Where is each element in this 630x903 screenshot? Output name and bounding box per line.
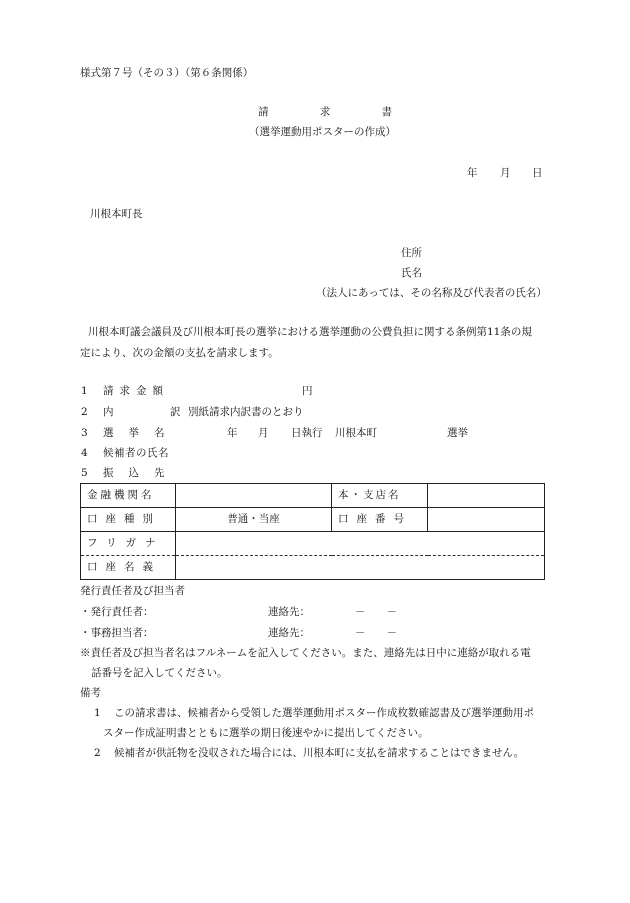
title-char-2: 求: [319, 106, 331, 118]
item-3-town: 川根本町: [335, 427, 377, 439]
responsible-contact-label: 連絡先：: [268, 606, 310, 618]
item-4-num: 4: [81, 447, 88, 459]
item-3-date-suffix: 日執行: [291, 427, 323, 439]
account-type-label: 口座種別: [81, 508, 176, 532]
date-year: 年: [467, 167, 478, 179]
account-name-label: 口座名義: [81, 556, 176, 580]
account-number-field[interactable]: [428, 508, 545, 532]
furigana-field[interactable]: [176, 532, 545, 556]
item-1-label: [103, 386, 167, 397]
remarks-heading: 備考: [80, 687, 101, 699]
remark-1-num: 1: [94, 707, 101, 719]
remark-2-line-1: 候補者が供託物を没収された場合には、川根本町に支払を請求することはできません。: [114, 747, 525, 759]
corp-note: （法人にあっては、その名称及び代表者の氏名）: [316, 287, 547, 299]
item-3-year: 年: [227, 427, 238, 439]
note-line-1: ※責任者及び担当者名はフルネームを記入してください。また、連絡先は日中に連絡が取れる電: [80, 647, 531, 659]
bank-row-3: [81, 532, 545, 556]
bank-table: [80, 483, 545, 580]
body-line-1: 川根本町議会議員及び川根本町長の選挙における選挙運動の公費負担に関する条例第11条の規: [88, 326, 532, 338]
body-line-2: 定により、次の金額の支払を請求します。: [80, 347, 279, 359]
item-3-month: 月: [258, 427, 269, 439]
bank-name-label: 金融機関名: [81, 484, 176, 508]
item-1-num: 1: [81, 385, 88, 397]
item-4-label: 候補者の氏名: [103, 447, 169, 459]
item-2-value: 別紙請求内訳書のとおり: [188, 406, 304, 418]
issuer-heading: 発行責任者及び担当者: [80, 585, 185, 597]
remark-1-line-1: この請求書は、候補者から受領した選挙運動用ポスター作成枚数確認書及び選挙運動用ポ: [114, 707, 534, 719]
item-3-label: 選挙名: [103, 427, 180, 439]
account-type-value[interactable]: 普通・当座: [176, 508, 332, 532]
bank-row-4: [81, 556, 545, 580]
staff-contact-dashes: － －: [355, 627, 397, 639]
bank-row-2: [81, 508, 545, 532]
bank-row-1: [81, 484, 545, 508]
furigana-label: フリガナ: [81, 532, 176, 556]
item-2-label-b: 訳: [170, 406, 181, 418]
item-1-label-text: 請求金額: [103, 385, 169, 397]
addressee: 川根本町長: [90, 208, 143, 220]
form-id: 様式第７号（その３）（第６条関係）: [80, 67, 254, 79]
staff-label: ・事務担当者：: [80, 627, 154, 639]
title-char-3: 書: [381, 106, 392, 118]
address-label: 住所: [401, 247, 422, 259]
name-label: 氏名: [401, 267, 422, 279]
bank-name-field[interactable]: [176, 484, 332, 508]
item-5-label: 振込先: [103, 467, 180, 479]
responsible-contact-dashes: － －: [355, 606, 397, 618]
account-name-field[interactable]: [176, 556, 545, 580]
note-line-2: 話番号を記入してください。: [91, 667, 228, 679]
item-5-num: 5: [81, 467, 88, 479]
branch-field[interactable]: [428, 484, 545, 508]
page-title: [258, 107, 392, 118]
account-number-label: 口座番号: [332, 508, 428, 532]
staff-contact-label: 連絡先：: [268, 627, 310, 639]
remark-2-num: 2: [94, 747, 101, 759]
item-3-num: 3: [81, 427, 88, 439]
item-2-num: 2: [81, 406, 88, 418]
item-3-election: 選挙: [447, 427, 468, 439]
item-1-unit: 円: [302, 385, 313, 397]
remark-1-line-2: スター作成証明書とともに選挙の期日後速やかに提出してください。: [103, 727, 429, 739]
item-2-label-a: 内: [103, 406, 114, 418]
branch-label: 本・支店名: [332, 484, 428, 508]
responsible-label: ・発行責任者：: [80, 606, 154, 618]
page-subtitle: （選挙運動用ポスターの作成）: [249, 126, 396, 138]
date-day: 日: [532, 167, 543, 179]
title-char-1: 請: [258, 106, 269, 118]
date-month: 月: [500, 167, 511, 179]
